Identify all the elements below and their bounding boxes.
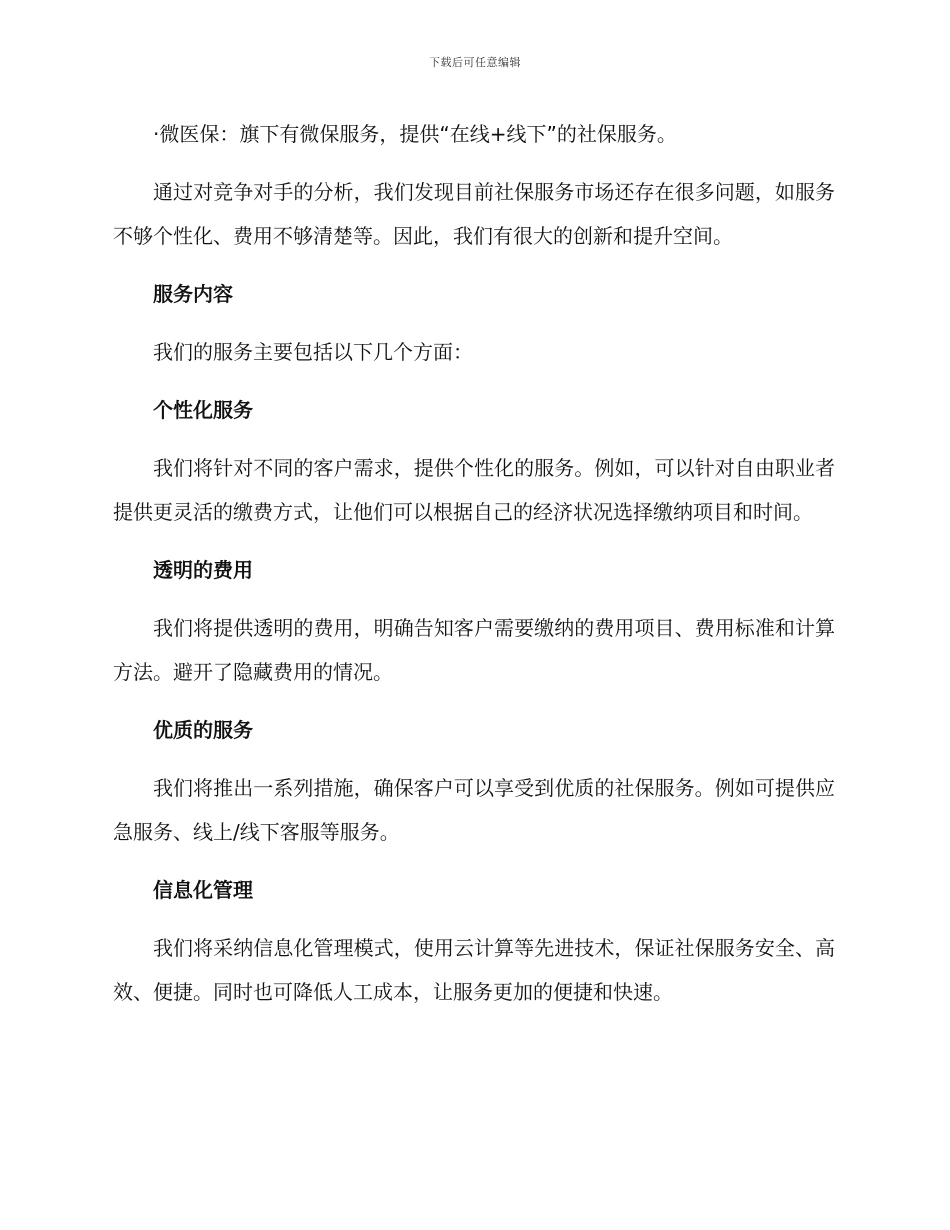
paragraph-service-intro: 我们的服务主要包括以下几个方面： bbox=[153, 340, 473, 364]
heading-information-management: 信息化管理 bbox=[153, 878, 253, 902]
heading-personalized-service: 个性化服务 bbox=[153, 398, 253, 422]
paragraph-quality-service: 我们将推出一系列措施，确保客户可以享受到优质的社保服务。例如可提供应急服务、线上/线下客服等服务。 bbox=[113, 776, 835, 844]
heading-transparent-fees: 透明的费用 bbox=[153, 558, 253, 582]
paragraph-information-management: 我们将采纳信息化管理模式，使用云计算等先进技术，保证社保服务安全、高效、便捷。同时也可降低人工成本，让服务更加的便捷和快速。 bbox=[113, 936, 835, 1004]
bullet-weiyibao: ·微医保：旗下有微保服务，提供“在线+线下”的社保服务。 bbox=[153, 122, 677, 146]
heading-quality-service: 优质的服务 bbox=[153, 718, 253, 742]
paragraph-competitor-analysis: 通过对竞争对手的分析，我们发现目前社保服务市场还存在很多问题，如服务不够个性化、费用不够清楚等。因此，我们有很大的创新和提升空间。 bbox=[113, 180, 835, 248]
paragraph-transparent-fees: 我们将提供透明的费用，明确告知客户需要缴纳的费用项目、费用标准和计算方法。避开了隐藏费用的情况。 bbox=[113, 616, 835, 684]
heading-service-content: 服务内容 bbox=[153, 282, 233, 306]
paragraph-personalized-service: 我们将针对不同的客户需求，提供个性化的服务。例如，可以针对自由职业者提供更灵活的缴费方式，让他们可以根据自己的经济状况选择缴纳项目和时间。 bbox=[113, 456, 835, 524]
page-header-note: 下载后可任意编辑 bbox=[429, 56, 521, 69]
document-body bbox=[113, 112, 835, 1028]
